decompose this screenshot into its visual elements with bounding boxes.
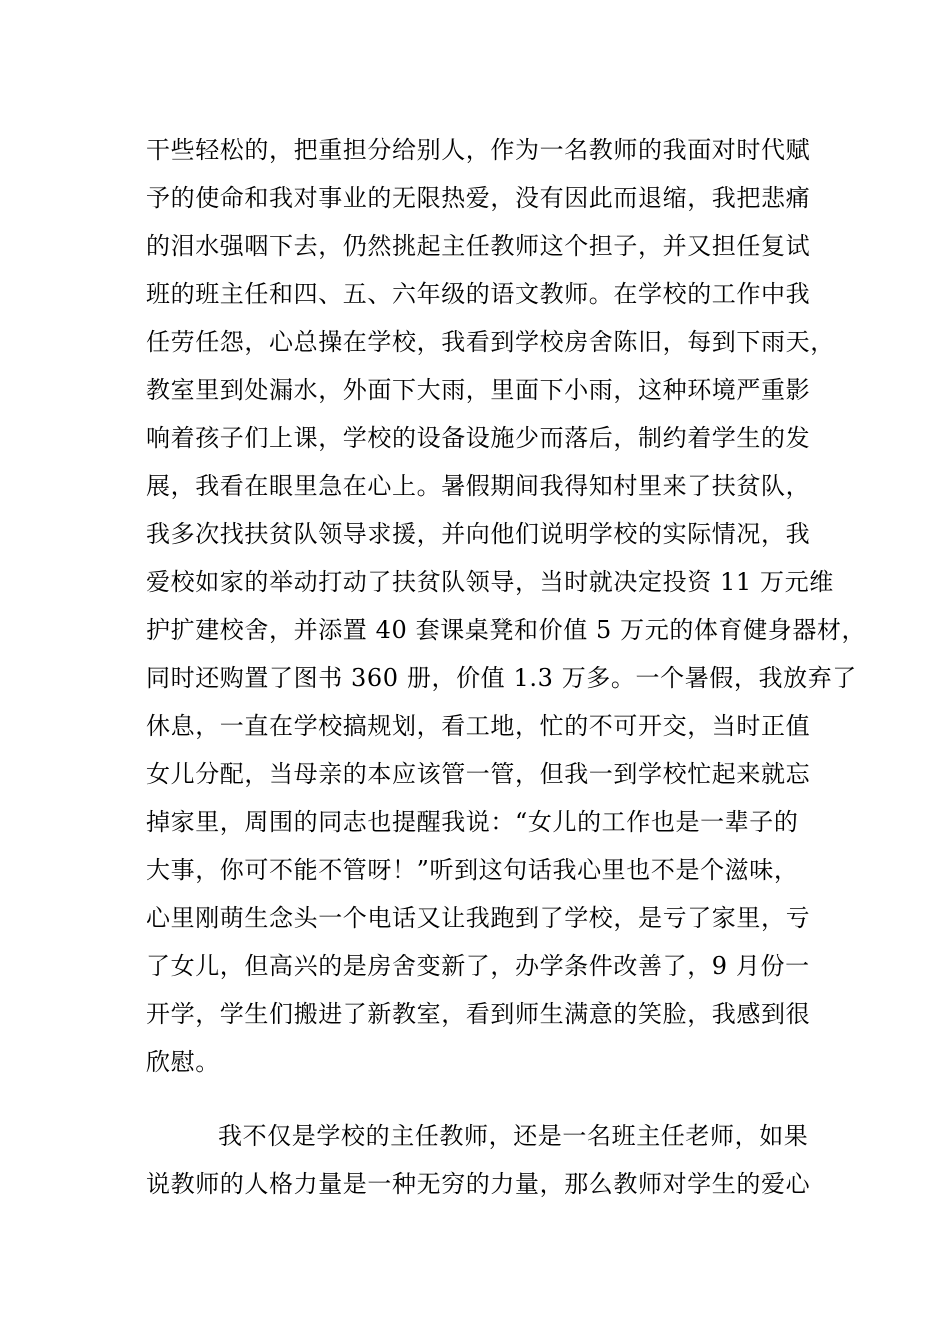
paragraph-1-line-10: 爱校如家的举动打动了扶贫队领导，当时就决定投资 11 万元维	[146, 568, 834, 596]
paragraph-1-line-1: 干些轻松的，把重担分给别人，作为一名教师的我面对时代赋	[146, 136, 811, 164]
paragraph-1-line-13: 休息，一直在学校搞规划，看工地，忙的不可开交，当时正值	[146, 712, 811, 740]
paragraph-1-line-16: 大事，你可不能不管呀！”听到这句话我心里也不是个滋味，	[146, 856, 799, 884]
paragraph-2-line-1: 我不仅是学校的主任教师，还是一名班主任老师，如果	[218, 1122, 809, 1150]
paragraph-1-line-15: 掉家里，周围的同志也提醒我说：“女儿的工作也是一辈子的	[146, 808, 799, 836]
paragraph-1-line-20: 欣慰。	[146, 1048, 220, 1076]
paragraph-1-line-6: 教室里到处漏水，外面下大雨，里面下小雨，这种环境严重影	[146, 376, 811, 404]
paragraph-1-line-5: 任劳任怨，心总操在学校，我看到学校房舍陈旧，每到下雨天，	[146, 328, 835, 356]
paragraph-1-line-11: 护扩建校舍，并添置 40 套课桌凳和价值 5 万元的体育健身器材，	[146, 616, 867, 644]
paragraph-1-line-14: 女儿分配，当母亲的本应该管一管，但我一到学校忙起来就忘	[146, 760, 811, 788]
paragraph-1-line-17: 心里刚萌生念头一个电话又让我跑到了学校，是亏了家里，亏	[146, 904, 811, 932]
paragraph-1-line-18: 了女儿，但高兴的是房舍变新了，办学条件改善了，9 月份一	[146, 952, 810, 980]
paragraph-1-line-2: 予的使命和我对事业的无限热爱，没有因此而退缩，我把悲痛	[146, 184, 811, 212]
paragraph-1-line-4: 班的班主任和四、五、六年级的语文教师。在学校的工作中我	[146, 280, 811, 308]
paragraph-1-line-8: 展，我看在眼里急在心上。暑假期间我得知村里来了扶贫队，	[146, 472, 811, 500]
paragraph-1-line-9: 我多次找扶贫队领导求援，并向他们说明学校的实际情况，我	[146, 520, 811, 548]
paragraph-1-line-12: 同时还购置了图书 360 册，价值 1.3 万多。一个暑假，我放弃了	[146, 664, 857, 692]
paragraph-2-line-2: 说教师的人格力量是一种无穷的力量，那么教师对学生的爱心	[146, 1170, 811, 1198]
paragraph-1-line-19: 开学，学生们搬进了新教室，看到师生满意的笑脸，我感到很	[146, 1000, 811, 1028]
paragraph-1-line-3: 的泪水强咽下去，仍然挑起主任教师这个担子，并又担任复试	[146, 232, 811, 260]
paragraph-1-line-7: 响着孩子们上课，学校的设备设施少而落后，制约着学生的发	[146, 424, 811, 452]
